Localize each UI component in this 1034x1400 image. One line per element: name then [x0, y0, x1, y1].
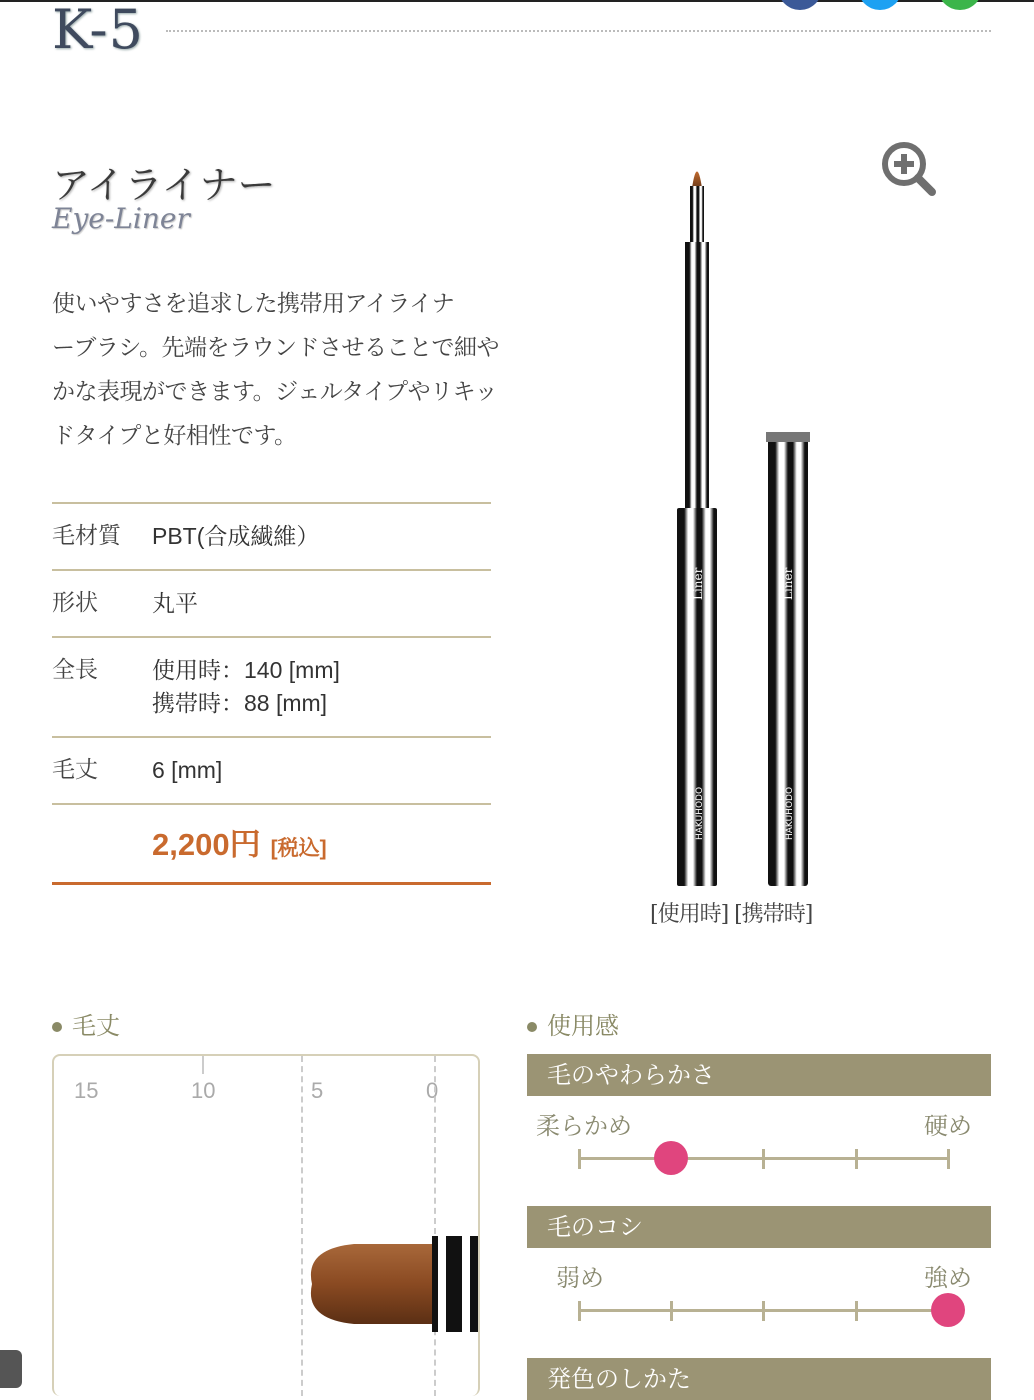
spec-label: 毛丈: [52, 757, 98, 783]
track-tick: [855, 1149, 858, 1169]
scale-label: 10: [191, 1078, 216, 1103]
length-portable: 携帯時：88 [mm]: [152, 690, 328, 716]
spec-row-length: [52, 636, 491, 736]
dotted-divider: [166, 30, 991, 32]
spec-row-shape: [52, 569, 491, 636]
facebook-icon[interactable]: [778, 0, 822, 10]
description-line: ドタイプと好相性です。: [52, 423, 297, 449]
track-tick: [578, 1301, 581, 1321]
product-image[interactable]: [640, 150, 860, 904]
brush-liner-label: Liner: [781, 567, 795, 600]
softness-indicator: [654, 1141, 688, 1175]
spec-row-bristle-length: [52, 736, 491, 803]
line-icon[interactable]: [938, 0, 982, 10]
price-amount: 2,200円: [152, 827, 261, 862]
softness-header: 毛のやわらかさ: [527, 1054, 991, 1096]
spec-value: [152, 654, 340, 720]
firmness-left-label: 弱め: [556, 1264, 604, 1292]
twitter-icon[interactable]: [858, 0, 902, 10]
spec-label: 毛材質: [52, 523, 121, 549]
track-tick: [670, 1301, 673, 1321]
brush-brand-label: HAKUHODO: [695, 786, 705, 840]
scale-tick: [202, 1056, 204, 1074]
bristle-section-title: [52, 1006, 120, 1041]
track-tick: [762, 1301, 765, 1321]
spec-value: 丸平: [152, 590, 198, 616]
track-tick: [855, 1301, 858, 1321]
brush-brand-label: HAKUHODO: [785, 786, 795, 840]
track-tick: [578, 1149, 581, 1169]
softness-left-label: 柔らかめ: [536, 1112, 632, 1140]
firmness-indicator: [931, 1293, 965, 1327]
description-line: 使いやすさを追求した携帯用アイライナ: [52, 291, 455, 317]
usage-section-title: [527, 1006, 619, 1041]
product-description: [52, 282, 500, 458]
price-tax-label: [税込]: [270, 837, 327, 860]
brush-tip: [692, 172, 702, 189]
brush-liner-label: Liner: [691, 567, 705, 600]
product-subtitle: Eye-Liner: [52, 202, 190, 235]
spec-table: [52, 502, 491, 885]
scale-label: 0: [426, 1078, 439, 1103]
zoom-in-icon[interactable]: [880, 140, 938, 202]
spec-label: 全長: [52, 657, 98, 683]
scale-label: 15: [74, 1078, 99, 1103]
product-code: K-5: [52, 0, 145, 61]
spec-label: 形状: [52, 590, 98, 616]
track-tick: [762, 1149, 765, 1169]
description-line: ーブラシ。先端をラウンドさせることで細や: [52, 335, 500, 361]
product-title: アイライナー: [52, 163, 276, 207]
track-tick: [947, 1149, 950, 1169]
bullet-icon: [527, 1022, 537, 1032]
firmness-header: 毛のコシ: [527, 1206, 991, 1248]
bristle-gauge: [52, 1054, 480, 1396]
usage-section-label: 使用感: [547, 1012, 619, 1040]
image-caption: [使用時] [携帯時]: [650, 902, 813, 927]
spec-row-material: [52, 502, 491, 569]
bristle-section-label: 毛丈: [72, 1012, 120, 1040]
price-row: [52, 803, 491, 885]
description-line: かな表現ができます。ジェルタイプやリキッ: [52, 379, 498, 405]
color-payoff-header: 発色のしかた: [527, 1358, 991, 1400]
firmness-right-label: 強め: [924, 1264, 972, 1292]
bristle-image: [294, 1224, 480, 1344]
bullet-icon: [52, 1022, 62, 1032]
softness-right-label: 硬め: [924, 1112, 972, 1140]
scale-label: 5: [311, 1078, 324, 1103]
spec-value: PBT(合成繊維）: [152, 523, 320, 549]
scroll-handle[interactable]: [0, 1350, 22, 1388]
spec-value: 6 [mm]: [152, 757, 223, 783]
length-in-use: 使用時：140 [mm]: [152, 657, 340, 683]
